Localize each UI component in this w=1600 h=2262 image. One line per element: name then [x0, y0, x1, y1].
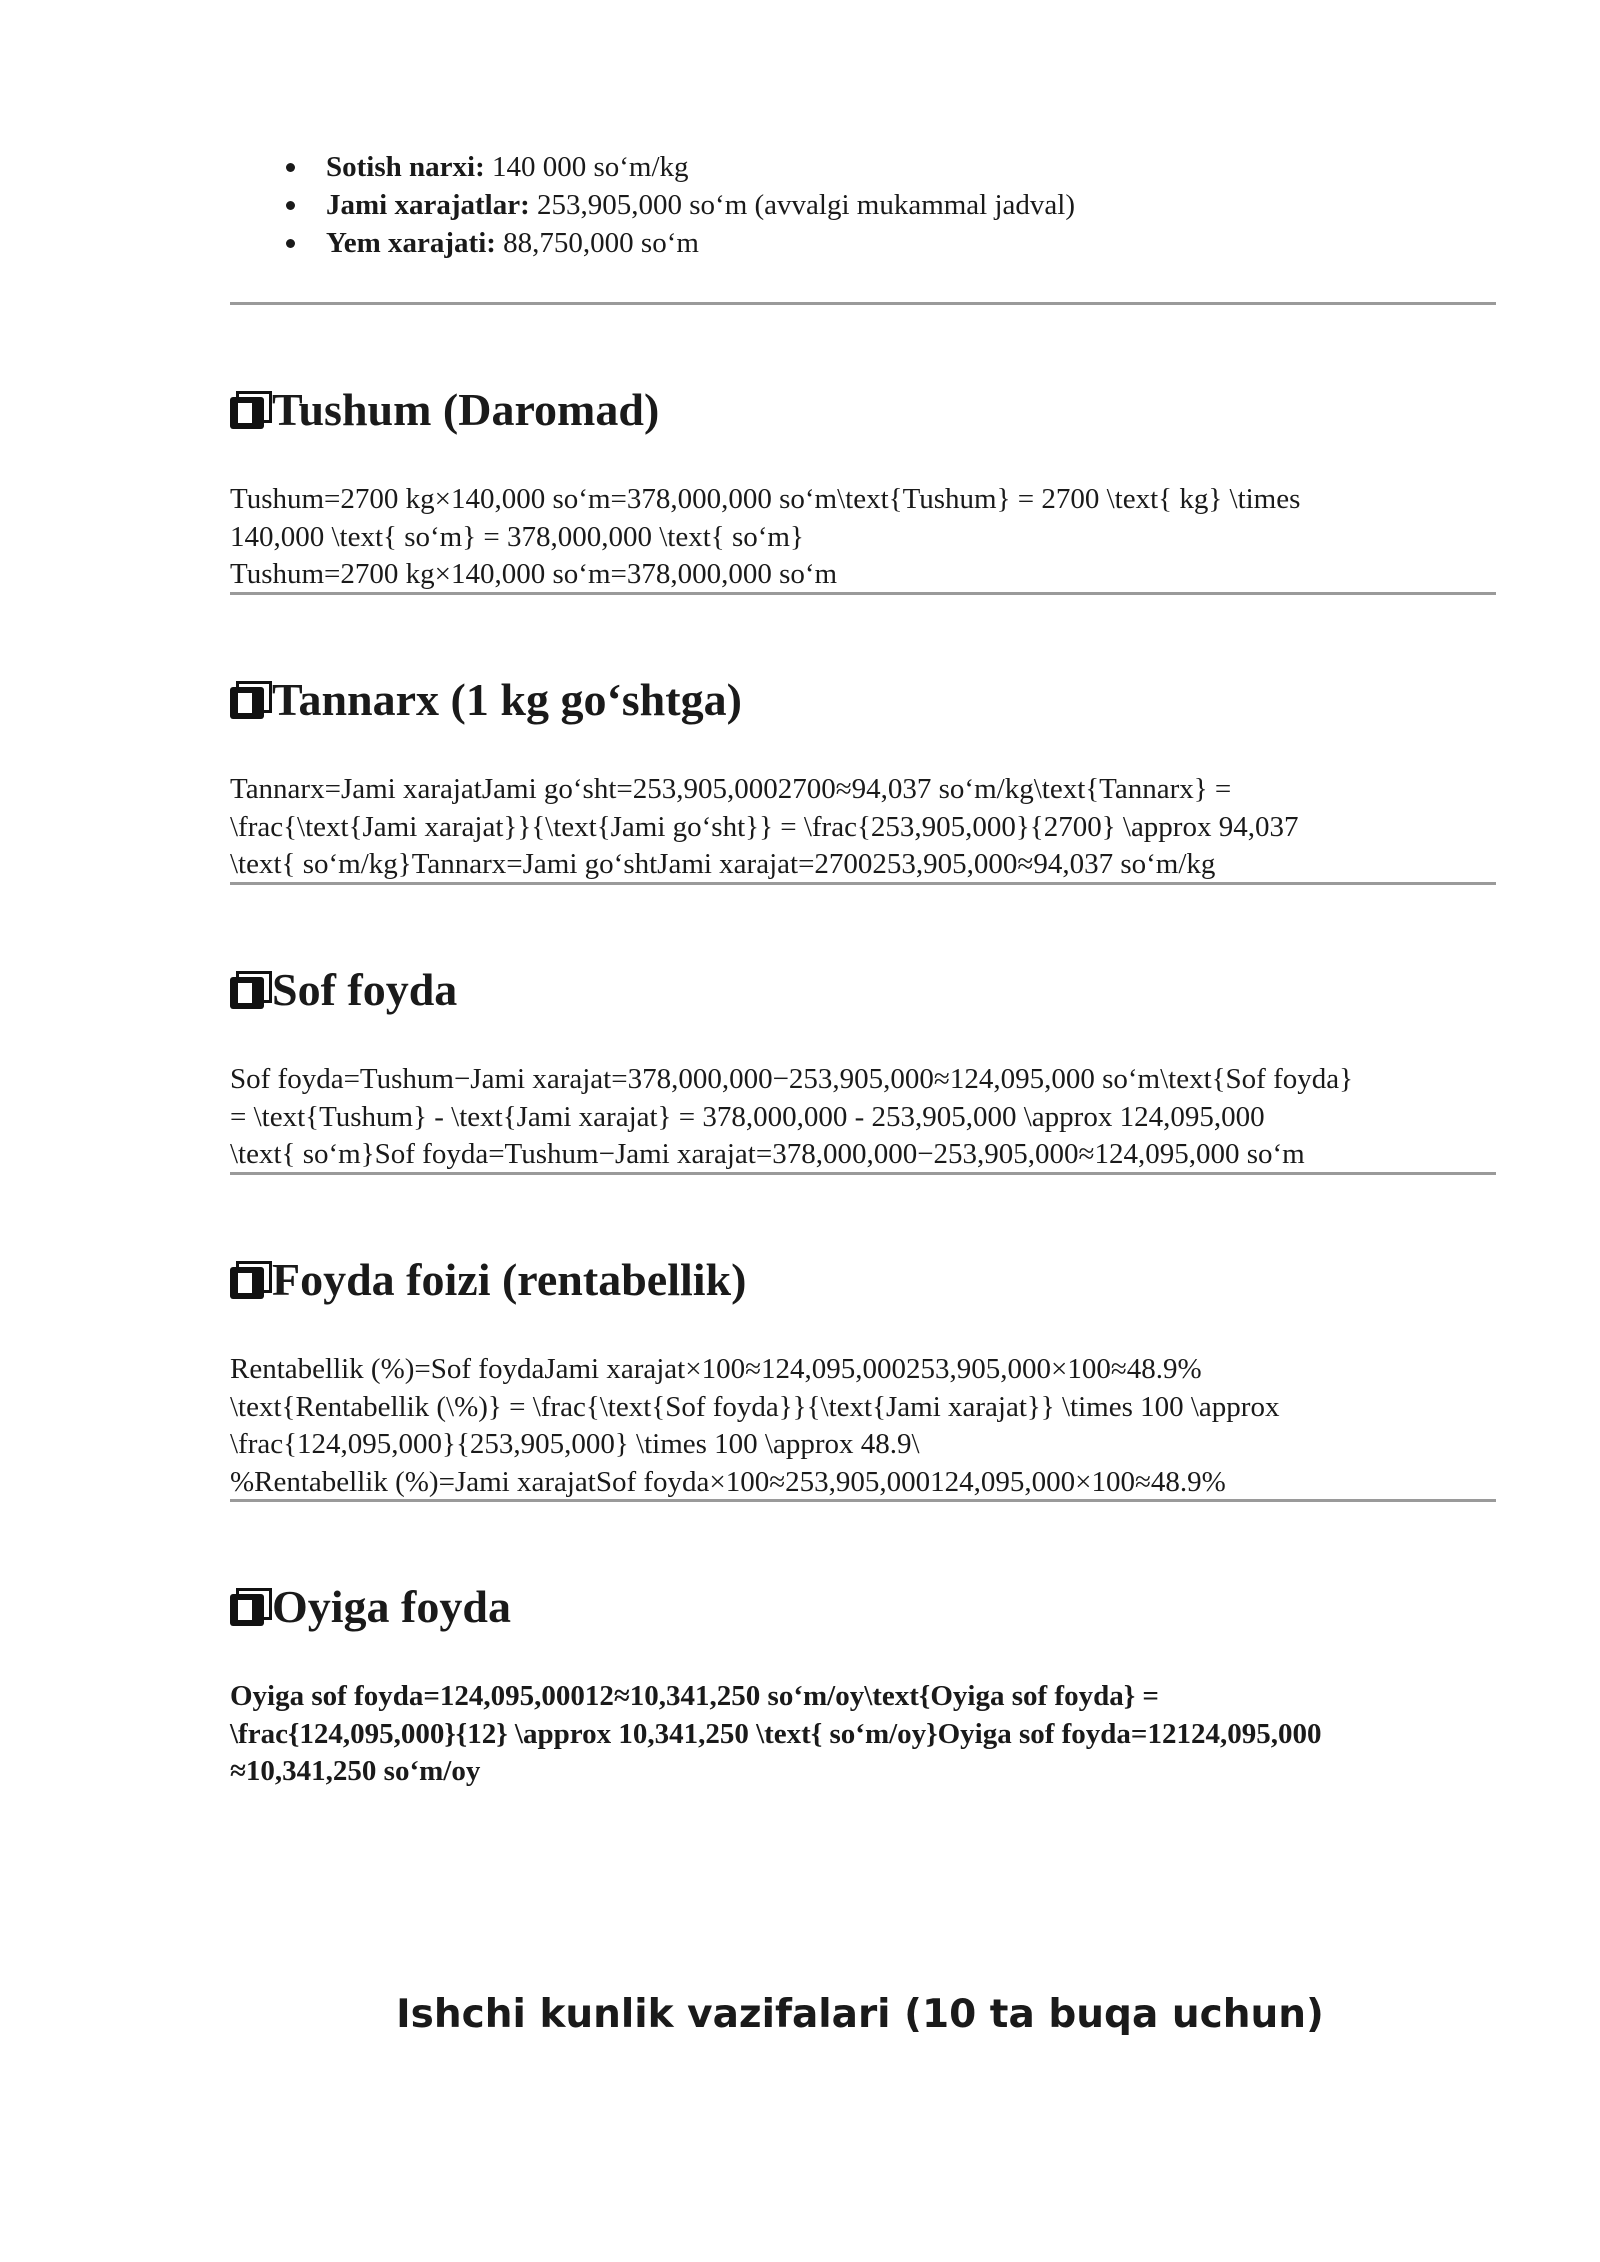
book-icon: [230, 1588, 276, 1626]
list-item-value: 140 000 so‘m/kg: [484, 151, 689, 183]
formula-block-sof-foyda: [230, 1061, 1505, 1174]
formula-line: \text{ so‘m/kg}Tannarx=Jami go‘shtJami xarajat=2700253,905,000≈94,037 so‘m/kg: [230, 848, 1216, 880]
section-heading-tushum: [230, 382, 659, 438]
formula-line: \frac{124,095,000}{253,905,000} \times 100 \approx 48.9\: [230, 1428, 920, 1460]
formula-line: \text{Rentabellik (\%)} = \frac{\text{Sof foyda}}{\text{Jami xarajat}} \times 100 \approx: [230, 1390, 1280, 1423]
list-item-label: Sotish narxi:: [326, 151, 485, 183]
book-icon: [230, 1261, 276, 1299]
formula-line: = \text{Tushum} - \text{Jami xarajat} = 378,000,000 - 253,905,000 \approx 124,095,000: [230, 1100, 1265, 1133]
list-item: [280, 224, 1075, 262]
section-title: Oyiga foyda: [272, 1581, 511, 1632]
formula-line: ≈10,341,250 so‘m/oy: [230, 1755, 481, 1787]
formula-line: Rentabellik (%)=Sof foydaJami xarajat×100≈124,095,000253,905,000×100≈48.9%: [230, 1353, 1202, 1385]
formula-line: Tannarx=Jami xarajatJami go‘sht=253,905,0002700≈94,037 so‘m/kg\text{Tannarx} =: [230, 773, 1232, 805]
divider: [230, 302, 1496, 305]
formula-line: \frac{\text{Jami xarajat}}{\text{Jami go‘sht}} = \frac{253,905,000}{2700} \approx 94,037: [230, 810, 1299, 843]
book-icon: [230, 391, 276, 429]
section-heading-oyiga-foyda: [230, 1579, 511, 1635]
list-item-label: Yem xarajati:: [326, 227, 496, 259]
section-title: Sof foyda: [272, 964, 458, 1015]
formula-line: \text{ so‘m}Sof foyda=Tushum−Jami xarajat=378,000,000−253,905,000≈124,095,000 so‘m: [230, 1138, 1305, 1170]
section-title: Tushum (Daromad): [272, 384, 660, 435]
section-heading-sof-foyda: [230, 962, 457, 1018]
formula-line: \frac{124,095,000}{12} \approx 10,341,250 \text{ so‘m/oy}Oyiga sof foyda=12124,095,000: [230, 1717, 1322, 1750]
next-section-title: Ishchi kunlik vazifalari (10 ta buqa uchun): [396, 1992, 1324, 2037]
formula-block-tannarx: [230, 771, 1505, 884]
divider: [230, 882, 1496, 885]
section-heading-tannarx: [230, 672, 742, 728]
list-item-label: Jami xarajatlar:: [326, 189, 530, 221]
formula-line: %Rentabellik (%)=Jami xarajatSof foyda×100≈253,905,000124,095,000×100≈48.9%: [230, 1465, 1226, 1498]
section-title: Tannarx (1 kg go‘shtga): [272, 674, 742, 725]
divider: [230, 592, 1496, 595]
summary-list: [280, 148, 1075, 262]
formula-block-tushum: [230, 481, 1505, 594]
list-item: [280, 186, 1075, 224]
formula-line: Tushum=2700 kg×140,000 so‘m=378,000,000 so‘m: [230, 558, 838, 590]
formula-line: Oyiga sof foyda=124,095,00012≈10,341,250 so‘m/oy\text{Oyiga sof foyda} =: [230, 1680, 1159, 1712]
formula-line: 140,000 \text{ so‘m} = 378,000,000 \text{ so‘m}: [230, 520, 804, 553]
book-icon: [230, 971, 276, 1009]
list-item: [280, 148, 1075, 186]
section-title: Foyda foizi (rentabellik): [272, 1254, 747, 1305]
divider: [230, 1172, 1496, 1175]
divider: [230, 1499, 1496, 1502]
formula-line: Sof foyda=Tushum−Jami xarajat=378,000,000−253,905,000≈124,095,000 so‘m\text{Sof foyda}: [230, 1063, 1354, 1095]
formula-block-foyda-foizi: [230, 1351, 1505, 1501]
section-heading-foyda-foizi: [230, 1252, 746, 1308]
formula-block-oyiga-foyda: [230, 1678, 1505, 1791]
list-item-value: 253,905,000 so‘m (avvalgi mukammal jadval): [529, 189, 1076, 221]
formula-line: Tushum=2700 kg×140,000 so‘m=378,000,000 so‘m\text{Tushum} = 2700 \text{ kg} \times: [230, 483, 1301, 515]
book-icon: [230, 681, 276, 719]
list-item-value: 88,750,000 so‘m: [495, 227, 699, 259]
